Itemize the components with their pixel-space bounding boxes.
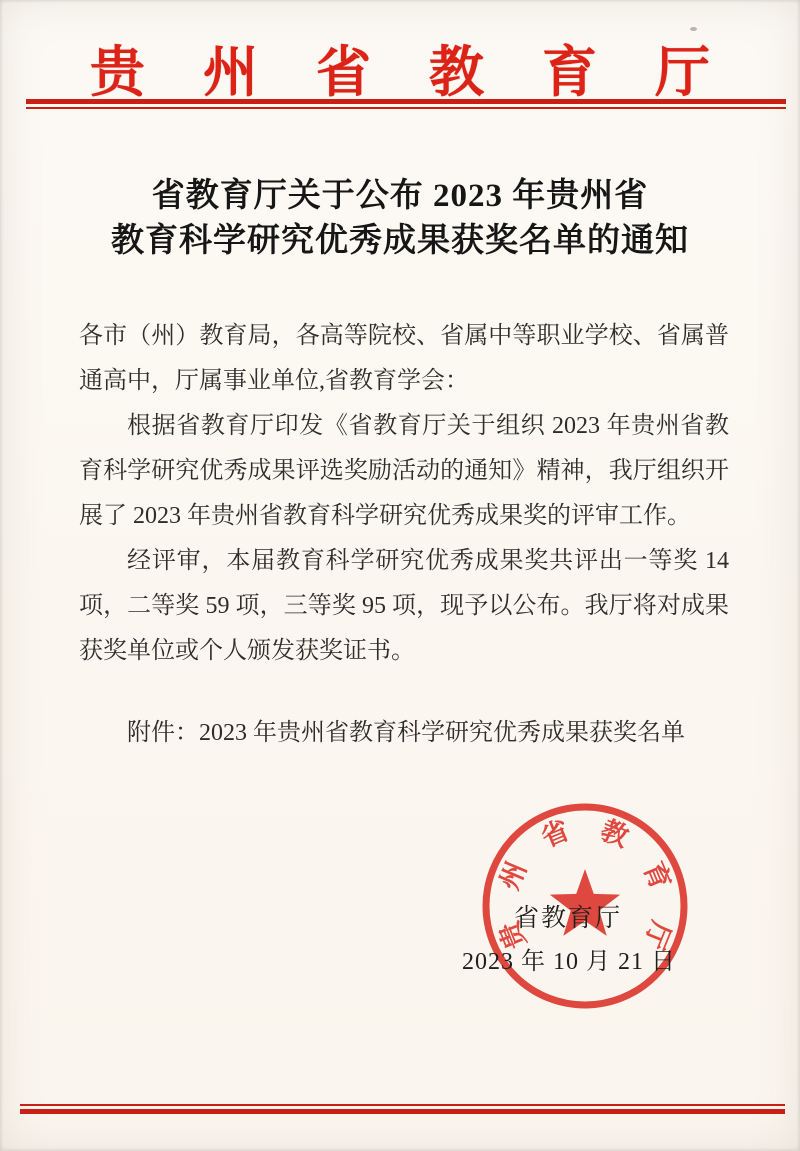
document-title [0,174,800,264]
signature-date: 2023 年 10 月 21 日 [462,949,676,975]
body-line: 根据省教育厅印发《省教育厅关于组织 2023 年贵州省教 [127,413,729,439]
document-body [79,314,729,674]
body-line: 各市（州）教育局，各高等院校、省属中等职业学校、省属普 [79,323,729,349]
agency-title: 贵州省教育厅 [89,42,768,103]
seal-arc-char: 教 [596,814,633,853]
body-line: 展了 2023 年贵州省教育科学研究优秀成果奖的评审工作。 [79,503,691,529]
seal-arc-char: 省 [537,814,574,853]
document-title-line1: 省教育厅关于公布 2023 年贵州省 [151,178,649,214]
signature-name: 省教育厅 [513,905,622,932]
body-line: 经评审，本届教育科学研究优秀成果奖共评出一等奖 14 [127,548,729,574]
seal-arc-char: 育 [637,857,676,895]
body-line: 获奖单位或个人颁发获奖证书。 [79,638,415,664]
header-divider-rule [26,99,786,109]
seal-arc-char: 贵 [493,917,532,954]
attachment-line: 附件：2023 年贵州省教育科学研究优秀成果获奖名单 [127,720,685,746]
scan-speck [690,27,697,31]
document-title-line2: 教育科学研究优秀成果获奖名单的通知 [111,223,689,259]
footer-divider-rule [20,1104,785,1114]
seal-arc-char: 厅 [638,917,677,954]
seal-arc-char: 州 [494,857,533,895]
body-line: 项，二等奖 59 项，三等奖 95 项，现予以公布。我厅将对成果 [79,593,729,619]
body-line: 通高中，厅属事业单位,省教育学会： [79,368,469,394]
body-line: 育科学研究优秀成果评选奖励活动的通知》精神，我厅组织开 [79,458,729,484]
